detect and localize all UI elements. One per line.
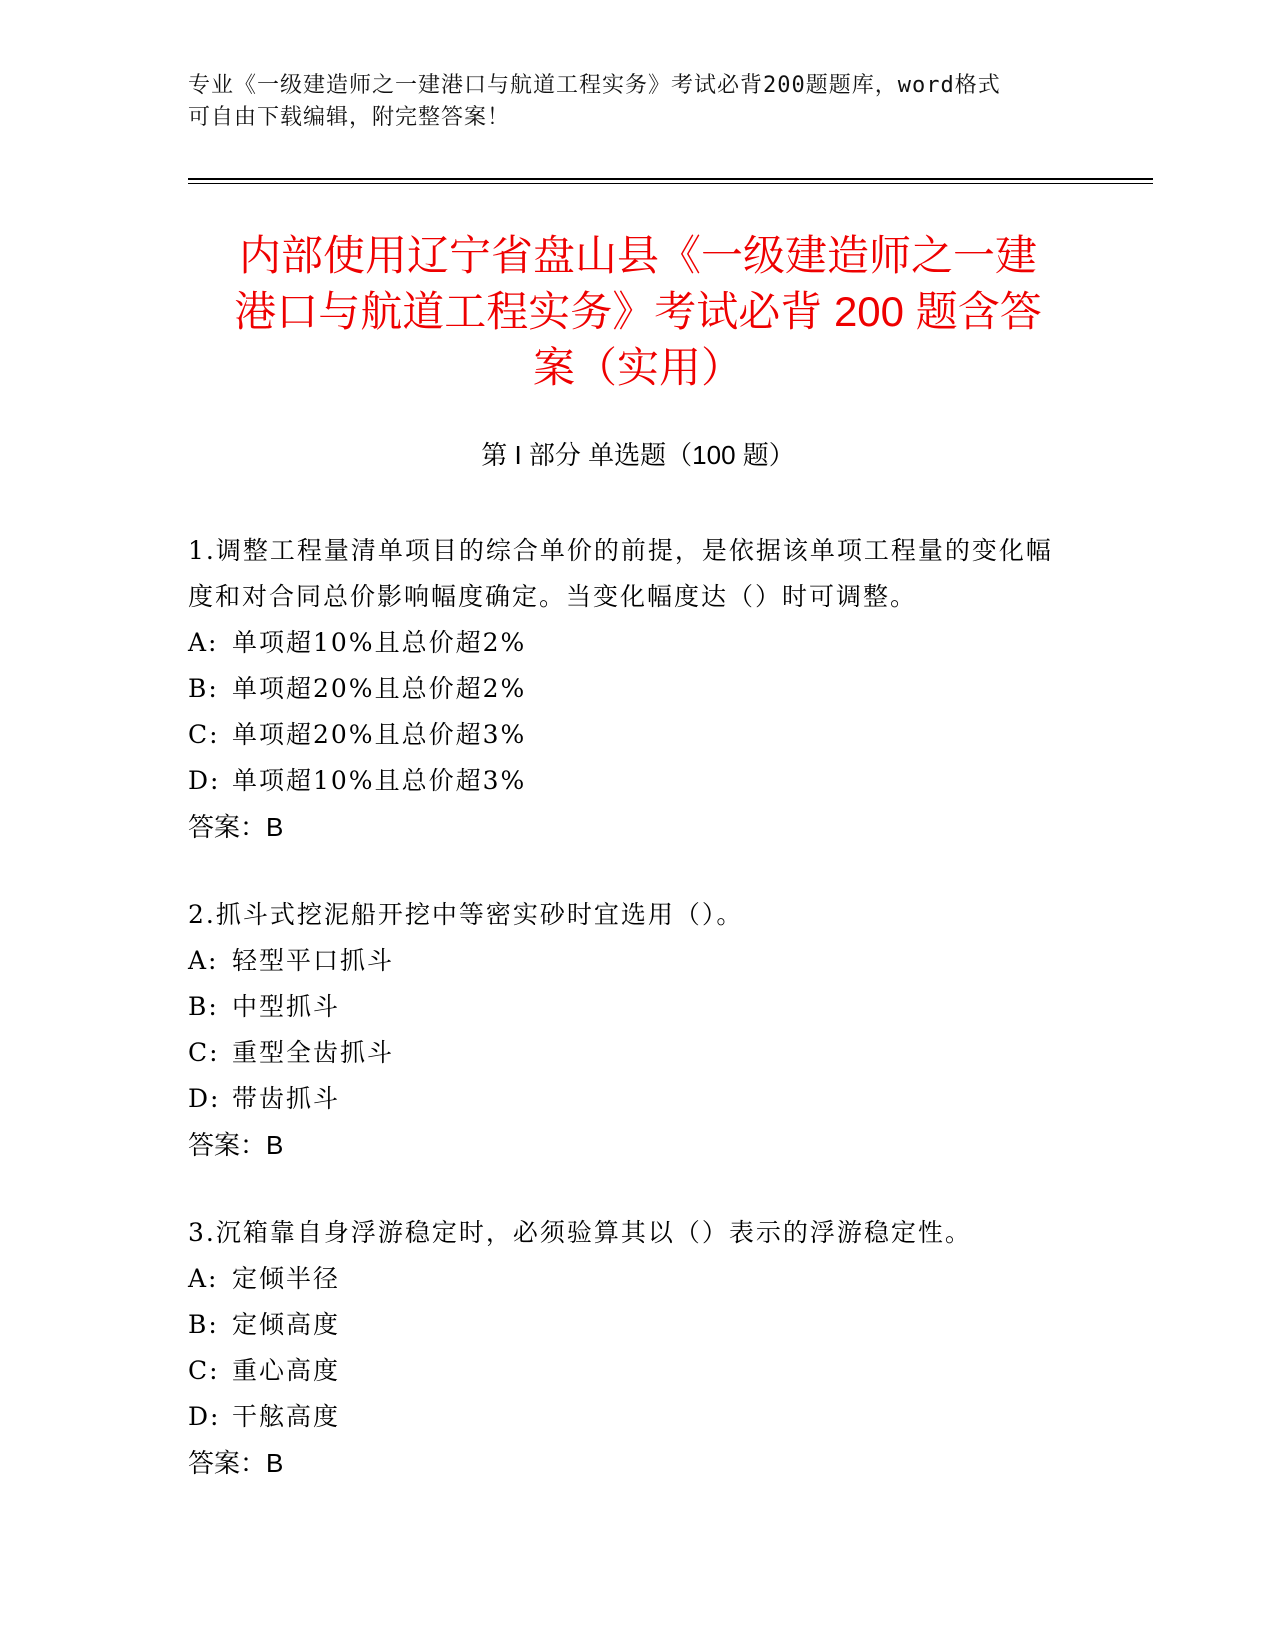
option-letter: B: bbox=[188, 992, 219, 1021]
document-title bbox=[188, 228, 1088, 396]
option-text: 单项超20%且总价超2% bbox=[232, 674, 527, 703]
question-stem: 1.调整工程量清单项目的综合单价的前提，是依据该单项工程量的变化幅度和对合同总价影响幅度确定。当变化幅度达（）时可调整。 bbox=[188, 536, 1053, 611]
header-note-line1: 专业《一级建造师之一建港口与航道工程实务》考试必背200题题库，word格式 bbox=[188, 73, 1001, 98]
question-stem: 3.沉箱靠自身浮游稳定时，必须验算其以（）表示的浮游稳定性。 bbox=[188, 1218, 972, 1247]
option-a bbox=[188, 620, 1068, 666]
option-text: 单项超10%且总价超3% bbox=[232, 766, 527, 795]
option-letter: A: bbox=[188, 946, 219, 975]
question-stem: 2.抓斗式挖泥船开挖中等密实砂时宜选用（）。 bbox=[188, 900, 744, 929]
option-c bbox=[188, 712, 1068, 758]
option-letter: D: bbox=[188, 1084, 221, 1113]
option-d bbox=[188, 1394, 1068, 1440]
section-title: 第 I 部分 单选题（100 题） bbox=[481, 440, 795, 470]
option-d bbox=[188, 758, 1068, 804]
option-letter: A: bbox=[188, 628, 219, 657]
answer: 答案：B bbox=[188, 812, 284, 842]
option-letter: D: bbox=[188, 1402, 221, 1431]
answer: 答案：B bbox=[188, 1448, 284, 1478]
document-title-line3: 案（实用） bbox=[532, 344, 743, 391]
option-text: 单项超20%且总价超3% bbox=[232, 720, 527, 749]
answer: 答案：B bbox=[188, 1130, 284, 1160]
question-3 bbox=[188, 1210, 1068, 1486]
document-title-line2: 港口与航道工程实务》考试必背 200 题含答 bbox=[234, 288, 1042, 335]
option-text: 定倾半径 bbox=[232, 1264, 341, 1293]
header-note bbox=[188, 70, 1068, 134]
option-text: 干舷高度 bbox=[232, 1402, 341, 1431]
option-c bbox=[188, 1348, 1068, 1394]
option-letter: B: bbox=[188, 674, 219, 703]
option-text: 重心高度 bbox=[232, 1356, 341, 1385]
option-a bbox=[188, 1256, 1068, 1302]
option-c bbox=[188, 1030, 1068, 1076]
option-text: 轻型平口抓斗 bbox=[232, 946, 395, 975]
option-a bbox=[188, 938, 1068, 984]
option-text: 单项超10%且总价超2% bbox=[232, 628, 527, 657]
header-divider-thick bbox=[188, 178, 1153, 180]
option-letter: B: bbox=[188, 1310, 219, 1339]
question-2 bbox=[188, 892, 1068, 1168]
option-text: 重型全齿抓斗 bbox=[232, 1038, 395, 1067]
option-letter: D: bbox=[188, 766, 221, 795]
question-1 bbox=[188, 528, 1068, 850]
header-divider-thin bbox=[188, 183, 1153, 184]
option-b bbox=[188, 1302, 1068, 1348]
question-list bbox=[188, 528, 1068, 1528]
header-note-line2: 可自由下载编辑，附完整答案！ bbox=[188, 105, 511, 130]
option-letter: C: bbox=[188, 1356, 220, 1385]
option-d bbox=[188, 1076, 1068, 1122]
option-b bbox=[188, 984, 1068, 1030]
option-text: 带齿抓斗 bbox=[232, 1084, 341, 1113]
option-text: 定倾高度 bbox=[232, 1310, 341, 1339]
option-letter: C: bbox=[188, 720, 220, 749]
option-b bbox=[188, 666, 1068, 712]
option-letter: A: bbox=[188, 1264, 219, 1293]
document-title-line1: 内部使用辽宁省盘山县《一级建造师之一建 bbox=[238, 232, 1037, 279]
option-letter: C: bbox=[188, 1038, 220, 1067]
option-text: 中型抓斗 bbox=[232, 992, 341, 1021]
